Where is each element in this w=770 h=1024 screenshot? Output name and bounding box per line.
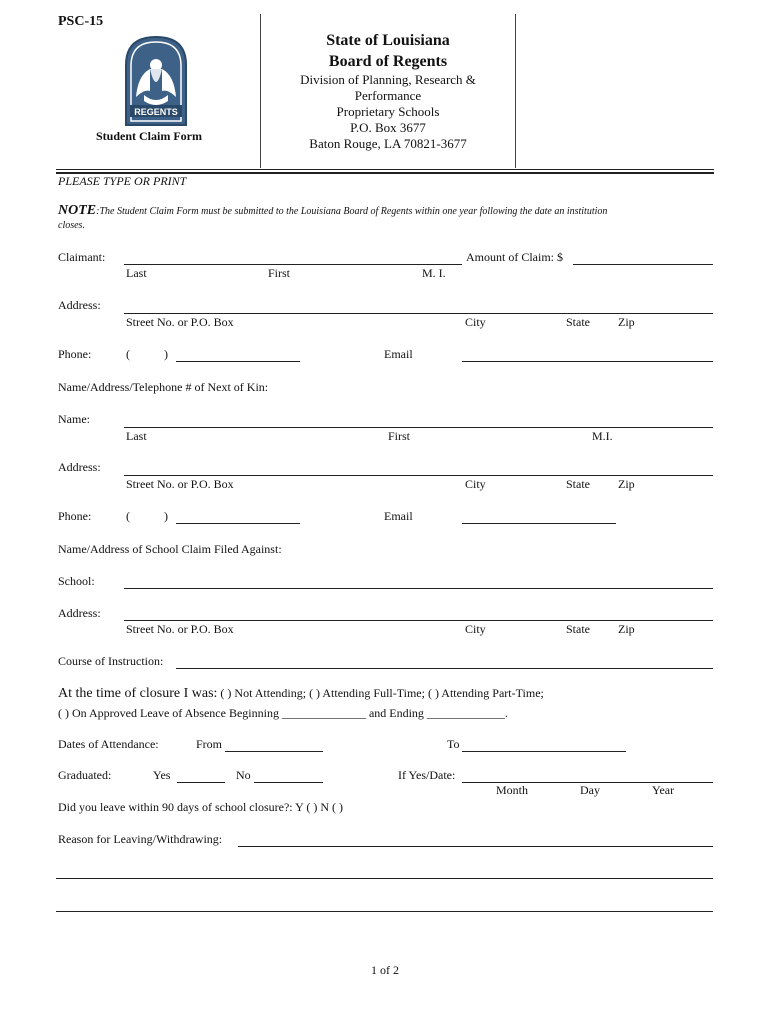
note-label: NOTE [58, 203, 97, 218]
year-caption: Year [652, 783, 675, 797]
to-date-field[interactable] [462, 751, 626, 752]
claimant-phone-field[interactable] [176, 361, 300, 362]
school-address-field[interactable] [124, 620, 713, 621]
from-date-field[interactable] [225, 751, 323, 752]
claimant-phone-paren-open: ( [126, 347, 130, 361]
kin-city-caption: City [465, 477, 486, 491]
school-zip-caption: Zip [618, 622, 635, 636]
kin-phone-label: Phone: [58, 509, 92, 523]
board-name: Board of Regents [328, 53, 448, 70]
leave-question[interactable]: Did you leave within 90 days of school closure?: Y ( ) N ( ) [58, 800, 344, 814]
graduated-no-field[interactable] [254, 782, 323, 783]
course-label: Course of Instruction: [58, 654, 164, 668]
school-heading: Name/Address of School Claim Filed Against: [58, 542, 282, 556]
kin-phone-field[interactable] [176, 523, 300, 524]
closure-intro: At the time of closure I was: [58, 686, 218, 701]
kin-state-caption: State [566, 477, 590, 491]
reason-field-line2[interactable] [56, 878, 713, 879]
reason-field-line3[interactable] [56, 911, 713, 912]
claimant-email-label: Email [384, 347, 413, 361]
city-zip: Baton Rouge, LA 70821-3677 [309, 136, 467, 151]
kin-address-label: Address: [58, 460, 101, 474]
division-line1: Division of Planning, Research & [300, 72, 476, 87]
amount-field[interactable] [573, 264, 713, 265]
claimant-last-caption: Last [126, 266, 147, 280]
header-divider-right [515, 14, 516, 168]
claimant-state-caption: State [566, 315, 590, 329]
kin-phone-paren-open: ( [126, 509, 130, 523]
school-name-field[interactable] [124, 588, 713, 589]
kin-zip-caption: Zip [618, 477, 635, 491]
kin-phone-paren-close: ) [164, 509, 168, 523]
closure-options[interactable]: ( ) Not Attending; ( ) Attending Full-Time; ( ) Attending Part-Time; [220, 686, 544, 700]
kin-heading: Name/Address/Telephone # of Next of Kin: [58, 380, 269, 394]
leave-of-absence-option[interactable]: ( ) On Approved Leave of Absence Beginning ______________ and Ending _____________. [58, 706, 508, 720]
to-label: To [447, 737, 460, 751]
claimant-street-caption: Street No. or P.O. Box [126, 315, 234, 329]
if-yes-date-label: If Yes/Date: [398, 768, 456, 782]
kin-name-field[interactable] [124, 427, 713, 428]
claimant-mi-caption: M. I. [422, 266, 446, 280]
claimant-phone-paren-close: ) [164, 347, 168, 361]
po-box: P.O. Box 3677 [350, 120, 426, 135]
no-label: No [236, 768, 251, 782]
month-caption: Month [496, 783, 529, 797]
header-divider-left [260, 14, 261, 168]
claimant-email-field[interactable] [462, 361, 713, 362]
note-text: :The Student Claim Form must be submitted to the Louisiana Board of Regents within one year following the date an institution [96, 206, 608, 217]
school-street-caption: Street No. or P.O. Box [126, 622, 234, 636]
course-field[interactable] [176, 668, 713, 669]
kin-email-label: Email [384, 509, 413, 523]
division-line2: Performance [354, 88, 422, 103]
school-label: School: [58, 574, 95, 588]
claimant-address-field[interactable] [124, 313, 713, 314]
kin-address-field[interactable] [124, 475, 713, 476]
claimant-city-caption: City [465, 315, 486, 329]
form-title: Student Claim Form [96, 129, 202, 143]
reason-field-line1[interactable] [238, 846, 713, 847]
closure-status [58, 686, 544, 702]
claimant-name-field[interactable] [124, 264, 462, 265]
kin-name-label: Name: [58, 412, 90, 426]
graduated-yes-field[interactable] [177, 782, 225, 783]
yes-label: Yes [153, 768, 171, 782]
school-state-caption: State [566, 622, 590, 636]
claimant-address-label: Address: [58, 298, 101, 312]
claimant-label: Claimant: [58, 250, 106, 264]
kin-street-caption: Street No. or P.O. Box [126, 477, 234, 491]
dates-label: Dates of Attendance: [58, 737, 159, 751]
graduated-label: Graduated: [58, 768, 112, 782]
kin-first-caption: First [388, 429, 411, 443]
note-text-continued: closes. [58, 220, 85, 231]
kin-last-caption: Last [126, 429, 147, 443]
school-address-label: Address: [58, 606, 101, 620]
claimant-zip-caption: Zip [618, 315, 635, 329]
note [58, 203, 607, 219]
claimant-phone-label: Phone: [58, 347, 92, 361]
from-label: From [196, 737, 223, 751]
schools-line: Proprietary Schools [336, 104, 440, 119]
school-city-caption: City [465, 622, 486, 636]
form-code: PSC-15 [58, 14, 104, 29]
day-caption: Day [580, 783, 600, 797]
regents-logo [124, 35, 188, 127]
pelican-seal-icon [124, 35, 188, 127]
kin-mi-caption: M.I. [592, 429, 613, 443]
page-number: 1 of 2 [371, 963, 399, 977]
reason-label: Reason for Leaving/Withdrawing: [58, 832, 223, 846]
amount-label: Amount of Claim: $ [466, 250, 563, 264]
type-print-instruction: PLEASE TYPE OR PRINT [58, 174, 187, 188]
state-name: State of Louisiana [326, 32, 450, 49]
logo-text: REGENTS [134, 107, 178, 117]
claimant-first-caption: First [268, 266, 291, 280]
kin-email-field[interactable] [462, 523, 616, 524]
